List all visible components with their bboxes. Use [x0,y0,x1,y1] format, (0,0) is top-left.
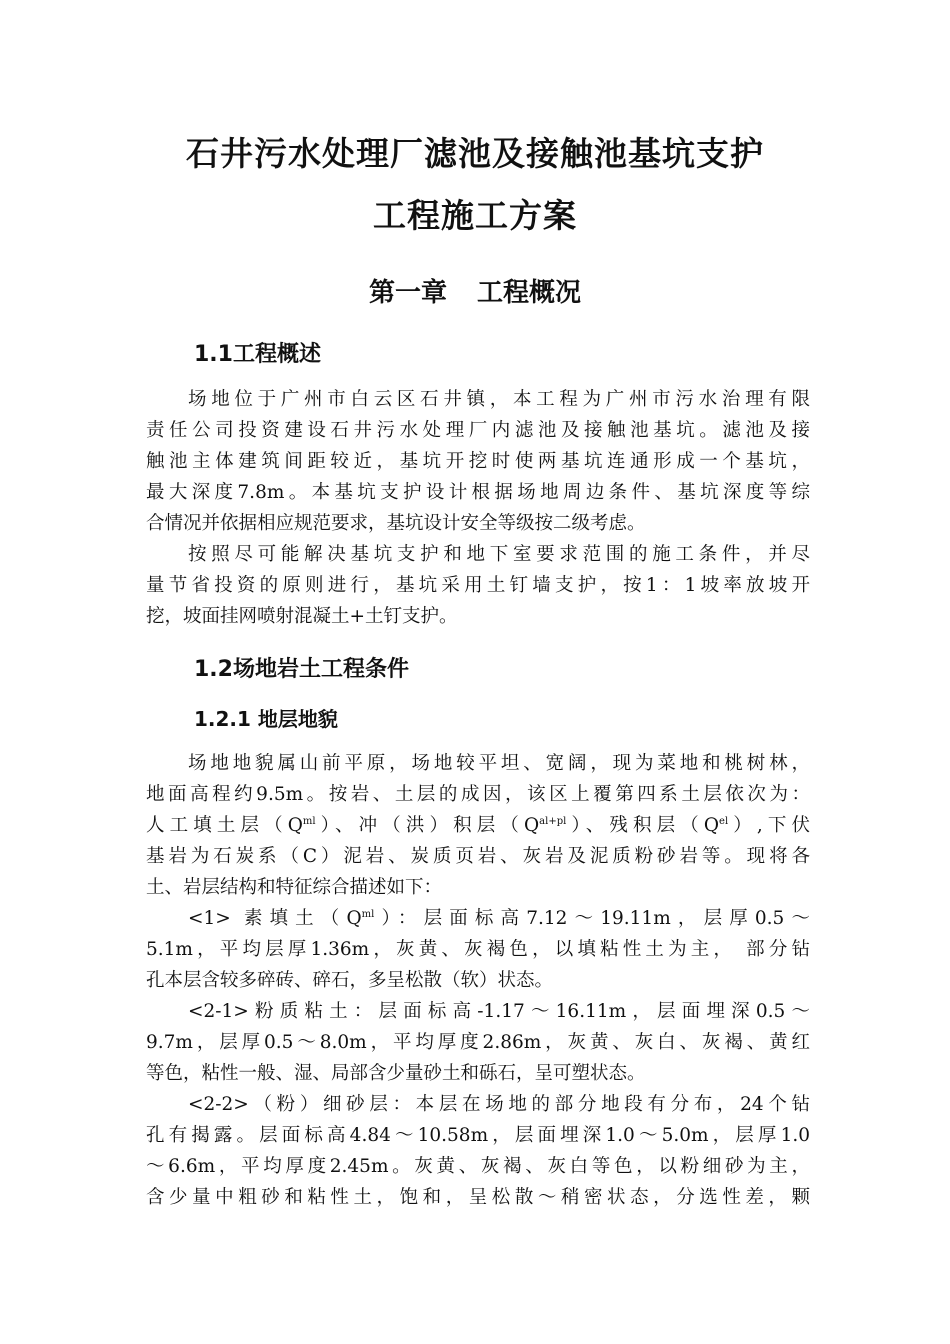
paragraph-layer-2-1-clay [146,996,810,1089]
text-line: 土、岩层结构和特征综合描述如下： [146,877,443,898]
text-line: ～6.6m，平均厚度2.45m。灰黄、灰褐、灰白等色，以粉细砂为主， [146,1156,810,1177]
section-heading-1-2: 1.2场地岩土工程条件 [194,657,409,682]
superscript: ml [361,909,375,920]
text-line: 地面高程约9.5m。按岩、土层的成因，该区上覆第四系土层依次为： [146,784,810,805]
paragraph-support-method [146,539,810,632]
text-line: 场地位于广州市白云区石井镇，本工程为广州市污水治理有限 [188,389,810,410]
text-line: 含少量中粗砂和粘性土，饱和，呈松散～稍密状态，分选性差，颗 [146,1187,810,1208]
text-line: 触池主体建筑间距较近，基坑开挖时使两基坑连通形成一个基坑， [146,451,810,472]
layer-text: <1> 素填土（Q [188,908,362,929]
superscript: ml [302,816,316,827]
text-line: 最大深度7.8m。本基坑支护设计根据场地周边条件、基坑深度等综 [146,482,810,503]
text-line: 等色，粘性一般、湿、局部含少量砂土和砾石，呈可塑状态。 [146,1063,646,1084]
text-line: <2-2>（粉）细砂层：本层在场地的部分地段有分布，24个钻 [188,1094,810,1115]
text-line: 9.7m，层厚0.5～8.0m，平均厚度2.86m，灰黄、灰白、灰褐、黄红 [146,1032,810,1053]
subsection-heading-1-2-1: 1.2.1 地层地貌 [194,707,338,731]
text-line: 责任公司投资建设石井污水处理厂内滤池及接触池基坑。滤池及接 [146,420,810,441]
chapter-number: 第一章 [368,278,447,308]
chapter-name: 工程概况 [477,278,582,308]
paragraph-project-overview [146,384,810,539]
text-line: 孔本层含较多碎砖、碎石，多呈松散（软）状态。 [146,970,554,991]
superscript: al+pl [539,816,567,827]
text-line: <2-1>粉质粘土：层面标高-1.17～16.11m，层面埋深0.5～ [188,1001,810,1022]
strata-text: 人工填土层（Q [146,815,303,836]
section-heading-1-1: 1.1工程概述 [194,342,321,367]
text-line: 5.1m，平均层厚1.36m，灰黄、灰褐色，以填粘性土为主， 部分钻 [146,939,810,960]
document-title-line2: 工程施工方案 [373,196,577,235]
layer-text: ）：层面标高7.12～19.11m，层厚0.5～ [374,908,810,929]
document-title-line1: 石井污水处理厂滤池及接触池基坑支护 [186,134,764,173]
superscript: el [719,816,729,827]
strata-text: ）,下伏 [728,815,811,836]
text-line: 挖，坡面挂网喷射混凝土+土钉支护。 [146,606,458,627]
paragraph-layer-1-fill [146,903,810,996]
text-line: 量节省投资的原则进行，基坑采用土钉墙支护，按1：1坡率放坡开 [146,575,810,596]
paragraph-landform [146,748,810,903]
text-line [146,903,810,934]
strata-text: ）、残积层（Q [566,815,720,836]
text-line: 基岩为石炭系（C）泥岩、炭质页岩、灰岩及泥质粉砂岩等。现将各 [146,846,810,867]
paragraph-layer-2-2-sand [146,1089,810,1213]
text-line: 场地地貌属山前平原，场地较平坦、宽阔，现为菜地和桃树林， [188,753,810,774]
strata-text: ）、冲（洪）积层（Q [315,815,540,836]
chapter-heading [0,272,950,309]
text-line: 按照尽可能解决基坑支护和地下室要求范围的施工条件，并尽 [188,544,810,565]
text-line: 合情况并依据相应规范要求，基坑设计安全等级按二级考虑。 [146,513,646,534]
text-line-strata [146,810,810,841]
text-line: 孔有揭露。层面标高4.84～10.58m，层面埋深1.0～5.0m，层厚1.0 [146,1125,810,1146]
